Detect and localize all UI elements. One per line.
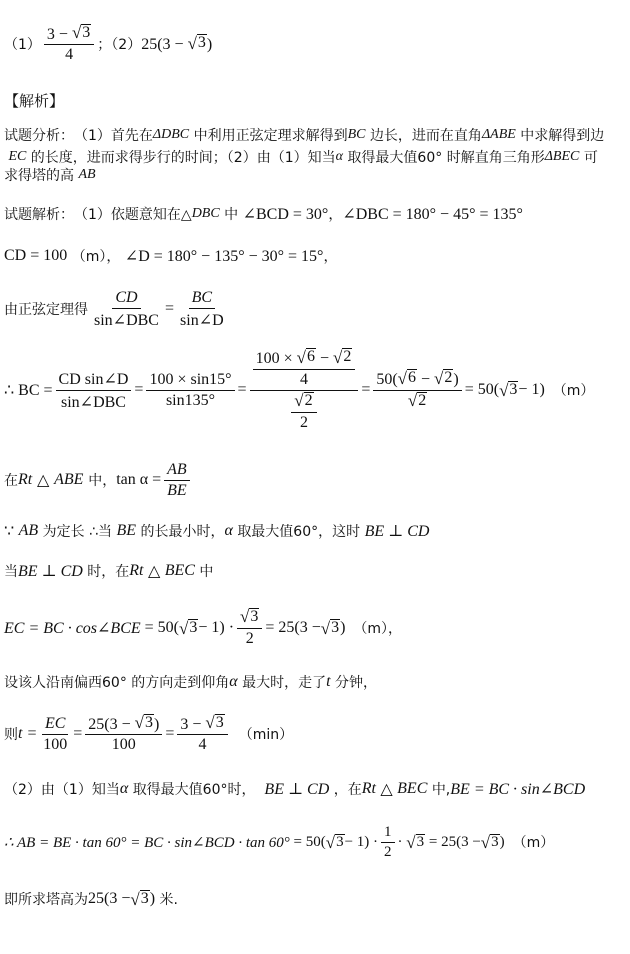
ec-computation-line: EC = BC · cos∠BCE = 50( √ 3 − 1) · √ 3 2 = 25(3 − √ 3 ) （m）， [4, 607, 403, 648]
rt-abe-line: 在 Rt △ ABE 中， tan α = $\frac{AB}{BE}$ [4, 458, 626, 502]
nested-fraction: 100 × √ 6 − √ 2 4 √ 2 2 [250, 348, 359, 433]
solution-line-2: CD = 100 （m）， ∠D = 180° − 135° − 30° = 15° ， [4, 247, 338, 265]
sine-law-line: 由正弦定理得 $\frac{CD}{\text{sin∠DBC}}$ = $\frac{BC}{\sin\angle D}$ [4, 287, 626, 331]
t-computation-line: 则 t = $\frac{EC}{100}$ = 25(3 − √ 3 ) 100 = 3 − √ 3 4 （min） [4, 713, 294, 754]
fraction-bc-over-sin-d: $\frac{BC}{\sin\angle D}$ [180, 288, 224, 329]
section-header: 【解析】 [4, 91, 65, 110]
analysis-line-2: EC 的长度，进而求得步行的时间；（2）由（1）知当 α 取得最大值60° 时解直角三角形 ΔBEC 可 [8, 149, 598, 166]
bc-computation-line: ∴ BC = $\frac{\text{CD sin∠D}}{\text{sin∠DBC}}$ = $\frac{100 \times \sin 15^\circ}{\sin 135^\circ}$ = 100 × √ 6 − √ 2 4 √ 2 2 = 50( √ 6 − √ 2 ) √ 2 = 50( √ 3 − 1) （m） [4, 347, 595, 432]
answer-separator: ；（2） [97, 37, 142, 53]
analysis-line-3: 求得塔的高 AB [4, 167, 96, 184]
be-perp-line: 当 BE ⊥ CD 时，在 Rt △ BEC 中 [4, 562, 214, 580]
analysis-line-1: 试题分析： （1）首先在 ΔDBC 中利用正弦定理求解得到 BC 边长，进而在直角 ΔABE 中求解得到边 [4, 127, 605, 144]
part2-line: （2）由（1）知当 α 取得最大值60°时， BE ⊥ CD ，在 Rt △ BEC 中, BE = BC · sin∠BCD [4, 780, 586, 798]
suppose-line: 设该人沿南偏西60° 的方向走到仰角 α 最大时，走了 t 分钟， [4, 673, 378, 691]
answer-part2-value: 25(3 − √ 3 ) [141, 33, 213, 53]
ab-computation-line: ∴ AB = BE · tan 60° = BC · sin∠BCD · tan 60° = 50( √ 3 − 1) · $\frac{1}{2}$ · √ 3 = 25(3 − √ 3 ) （m） [4, 823, 555, 860]
solution-line-1: 试题解析： （1）依题意知在△ DBC 中 ∠BCD = 30° ， ∠DBC = 180° − 45° = 135° [4, 206, 523, 223]
answer-fraction: 3 − √ 3 4 [44, 24, 94, 65]
fraction-cd-over-sin-dbc: $\frac{CD}{\text{sin∠DBC}}$ [94, 288, 159, 329]
answer-part1-label: （1） [4, 37, 41, 53]
ab-fixed-line: ∵ AB 为定长 ∴当 BE 的长最小时， α 取最大值60°，这时 BE ⊥ CD [4, 522, 430, 540]
answer-line [4, 22, 626, 66]
conclusion-line: 即所求塔高为 25(3 − √ 3 ) 米. [4, 889, 178, 909]
